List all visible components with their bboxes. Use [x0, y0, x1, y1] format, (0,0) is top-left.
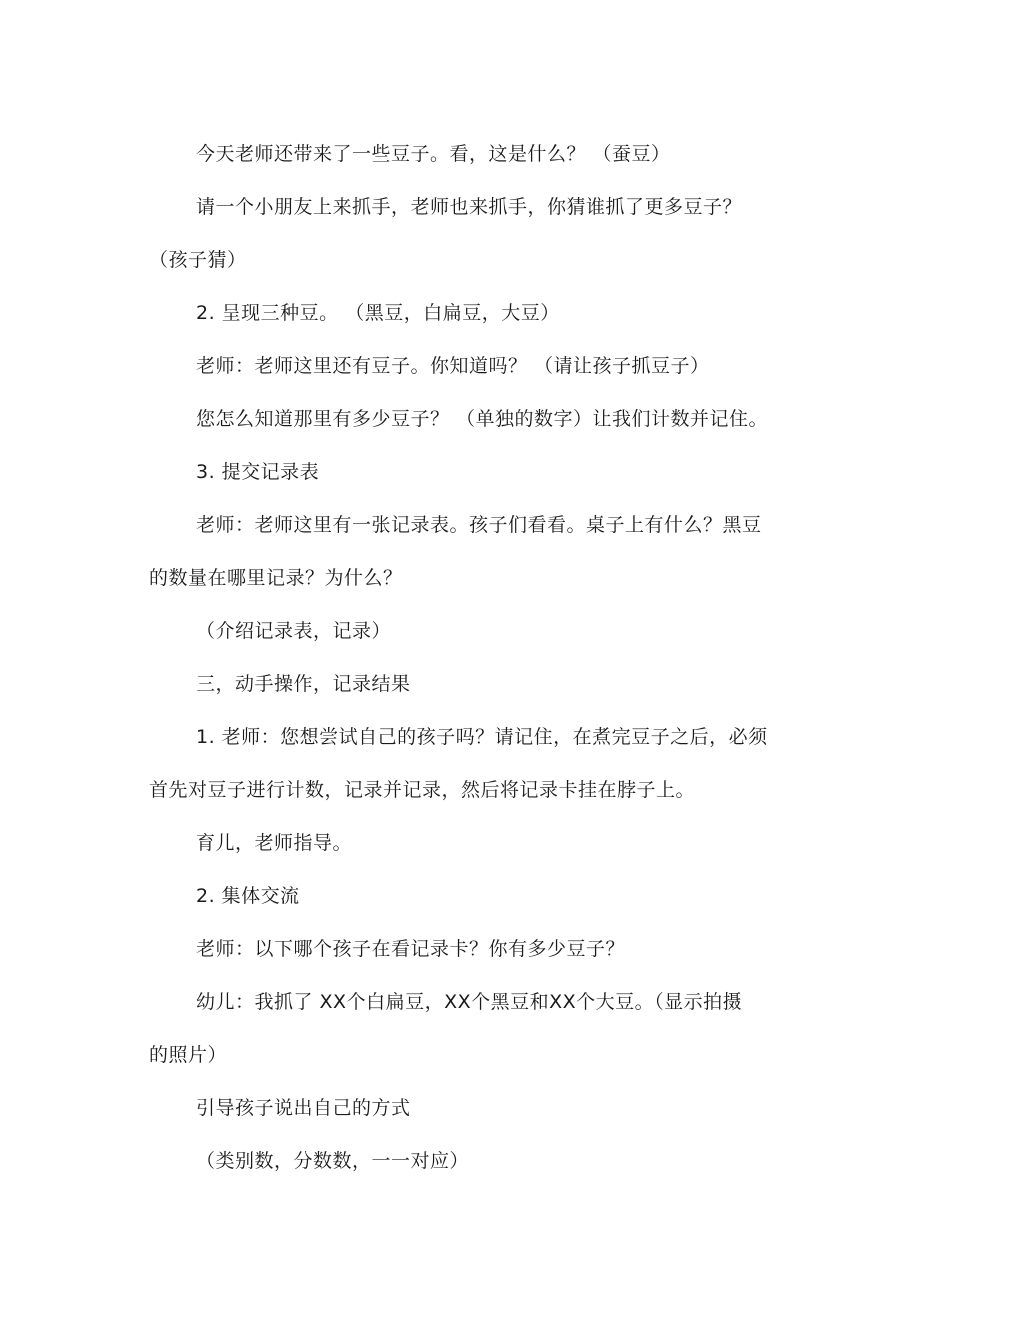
paragraph-line: 2. 呈现三种豆。 （黑豆，白扁豆，大豆）: [196, 302, 560, 324]
section-heading: 3. 提交记录表: [196, 461, 320, 483]
paragraph-line: 老师：以下哪个孩子在看记录卡？你有多少豆子？: [196, 938, 626, 960]
paragraph-line: 的照片）: [149, 1044, 228, 1066]
paragraph-line: （孩子猜）: [149, 249, 247, 271]
paragraph-line: （介绍记录表，记录）: [196, 620, 392, 642]
paragraph-line: 育儿，老师指导。: [196, 832, 353, 854]
paragraph-line: 今天老师还带来了一些豆子。看，这是什么？ （蚕豆）: [196, 143, 671, 165]
paragraph-line: 1. 老师：您想尝试自己的孩子吗？请记住，在煮完豆子之后，必须: [196, 726, 768, 748]
paragraph-line: 请一个小朋友上来抓手，老师也来抓手，你猜谁抓了更多豆子？: [196, 196, 743, 218]
paragraph-line: 老师：老师这里还有豆子。你知道吗？ （请让孩子抓豆子）: [196, 355, 710, 377]
paragraph-line: （类别数，分数数，一一对应）: [196, 1150, 470, 1172]
section-heading: 三，动手操作，记录结果: [196, 673, 411, 695]
paragraph-line: 您怎么知道那里有多少豆子？ （单独的数字）让我们计数并记住。: [196, 408, 769, 430]
paragraph-line: 的数量在哪里记录？为什么？: [149, 567, 403, 589]
paragraph-line: 老师：老师这里有一张记录表。孩子们看看。桌子上有什么？黑豆: [196, 514, 762, 536]
section-heading: 2. 集体交流: [196, 885, 300, 907]
paragraph-line: 引导孩子说出自己的方式: [196, 1097, 411, 1119]
paragraph-line: 幼儿：我抓了 XX个白扁豆，XX个黑豆和XX个大豆。（显示拍摄: [196, 991, 743, 1013]
paragraph-line: 首先对豆子进行计数，记录并记录，然后将记录卡挂在脖子上。: [149, 779, 696, 801]
